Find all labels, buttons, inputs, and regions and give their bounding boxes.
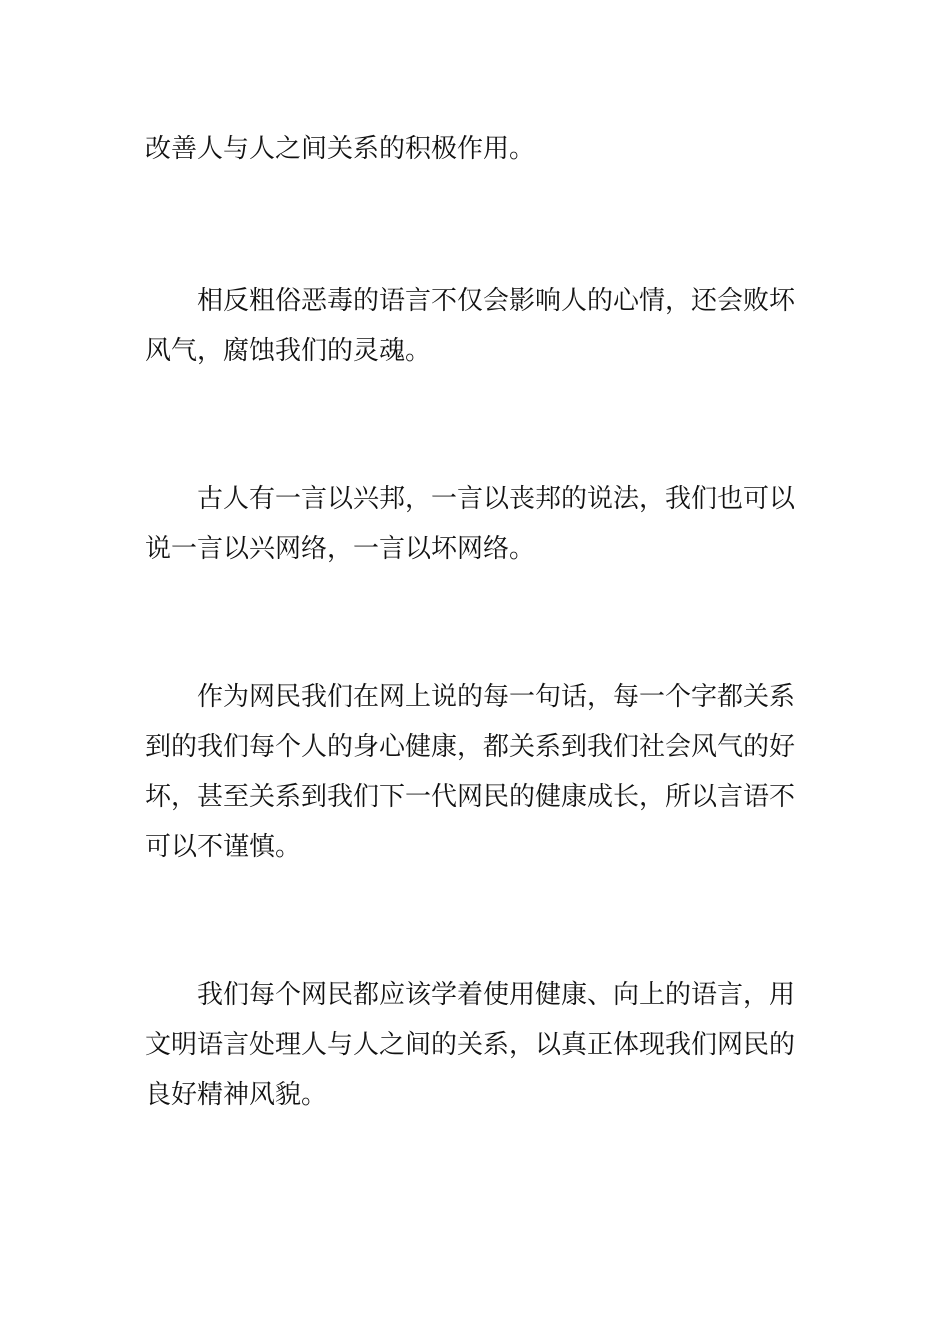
paragraph-4-line-3: 坏，甚至关系到我们下一代网民的健康成长，所以言语不 [145,782,796,812]
paragraph-2-line-1: 相反粗俗恶毒的语言不仅会影响人的心情，还会败坏 [197,286,796,316]
paragraph-5-line-1: 我们每个网民都应该学着使用健康、向上的语言，用 [197,980,796,1010]
paragraph-3 [145,474,809,574]
paragraph-2-line-2: 风气，腐蚀我们的灵魂。 [145,336,432,366]
paragraph-3-line-2: 说一言以兴网络，一言以坏网络。 [145,534,536,564]
paragraph-4 [145,672,809,872]
paragraph-4-line-1: 作为网民我们在网上说的每一句话，每一个字都关系 [197,682,796,712]
paragraph-5-line-2: 文明语言处理人与人之间的关系，以真正体现我们网民的 [145,1030,796,1060]
paragraph-2 [145,276,809,376]
paragraph-4-line-2: 到的我们每个人的身心健康，都关系到我们社会风气的好 [145,732,796,762]
paragraph-4-line-4: 可以不谨慎。 [145,832,302,862]
paragraph-1 [145,124,809,174]
paragraph-1-line-1: 改善人与人之间关系的积极作用。 [145,134,536,164]
paragraph-5-line-3: 良好精神风貌。 [145,1080,328,1110]
paragraph-5 [145,970,809,1120]
paragraph-3-line-1: 古人有一言以兴邦，一言以丧邦的说法，我们也可以 [197,484,796,514]
